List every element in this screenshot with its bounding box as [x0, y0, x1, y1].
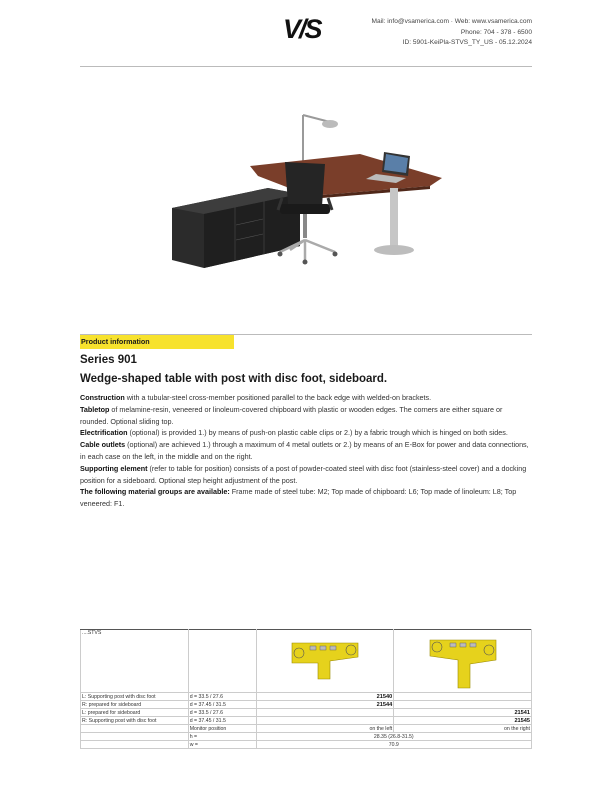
product-info-badge: Product information	[80, 335, 234, 349]
product-photo	[160, 100, 450, 290]
header-divider	[80, 66, 532, 67]
table-row: R: prepared for sideboard d = 37.45 / 31.5 21544	[81, 701, 532, 709]
paragraph-material-groups: The following material groups are available: Frame made of steel tube: M2; Top made of chipboard: L6; Top made of linoleum: L8; Top veneered: F1.	[80, 487, 517, 509]
description-body	[80, 392, 532, 510]
height-row: h = 28.35 (26.8-31.5)	[81, 733, 532, 741]
vs-logo: V/S	[283, 14, 321, 44]
table-row: L: Supporting post with disc foot d = 33.5 / 27.6 21540	[81, 693, 532, 701]
table-row: L: prepared for sideboard d = 33.5 / 27.6 21541	[82, 709, 530, 716]
paragraph-supporting-element: Supporting element (refer to table for position) consists of a post of powder-coated steel with disc foot (stainless-steel cover) and a docking position for a sideboard. Optional step height adjustment of the post.	[80, 463, 527, 485]
plan-drawing-left	[290, 639, 360, 681]
table-code: ....STVS	[81, 630, 189, 693]
width-row: w = 70.9	[81, 741, 532, 749]
specification-table	[80, 629, 532, 749]
plan-left-monitor	[256, 630, 394, 693]
document-id-line: ID: 5901-KeiPla-STVS_TY_US - 05.12.2024	[402, 39, 532, 46]
product-subtitle: Wedge-shaped table with post with disc foot, sideboard.	[80, 373, 388, 385]
paragraph-tabletop: Tabletop of melamine-resin, veneered or linoleum-covered chipboard with plastic or wooden edges. The corners are either square or rounded. Optional sliding top.	[80, 404, 503, 426]
series-title: Series 901	[80, 354, 137, 366]
table-row: R: Supporting post with disc foot d = 37.45 / 31.5 21545	[82, 717, 530, 724]
mail-line: Mail: info@vsamerica.com · Web: www.vsamerica.com	[371, 18, 532, 25]
contact-block	[372, 17, 532, 49]
monitor-position-row: Monitor position on the left on the right	[81, 725, 532, 733]
phone-line: Phone: 704 - 378 - 6500	[460, 28, 532, 36]
paragraph-cable-outlets: Cable outlets (optional) are achieved 1.) through a maximum of 4 metal outlets or 2.) by means of an E-Box for power and data connections, in each case on the left, in the middle and on the right.	[80, 440, 529, 461]
plan-right-monitor	[394, 630, 532, 693]
plan-drawing-right	[428, 630, 498, 690]
paragraph-construction: Construction with a tubular-steel cross-member positioned parallel to the back edge with welded-on brackets.	[80, 393, 432, 402]
paragraph-electrification: Electrification (optional) is provided 1.) by means of push-on plastic cable clips or 2.) by a fabric trough which is hinged on both sides.	[80, 428, 508, 438]
